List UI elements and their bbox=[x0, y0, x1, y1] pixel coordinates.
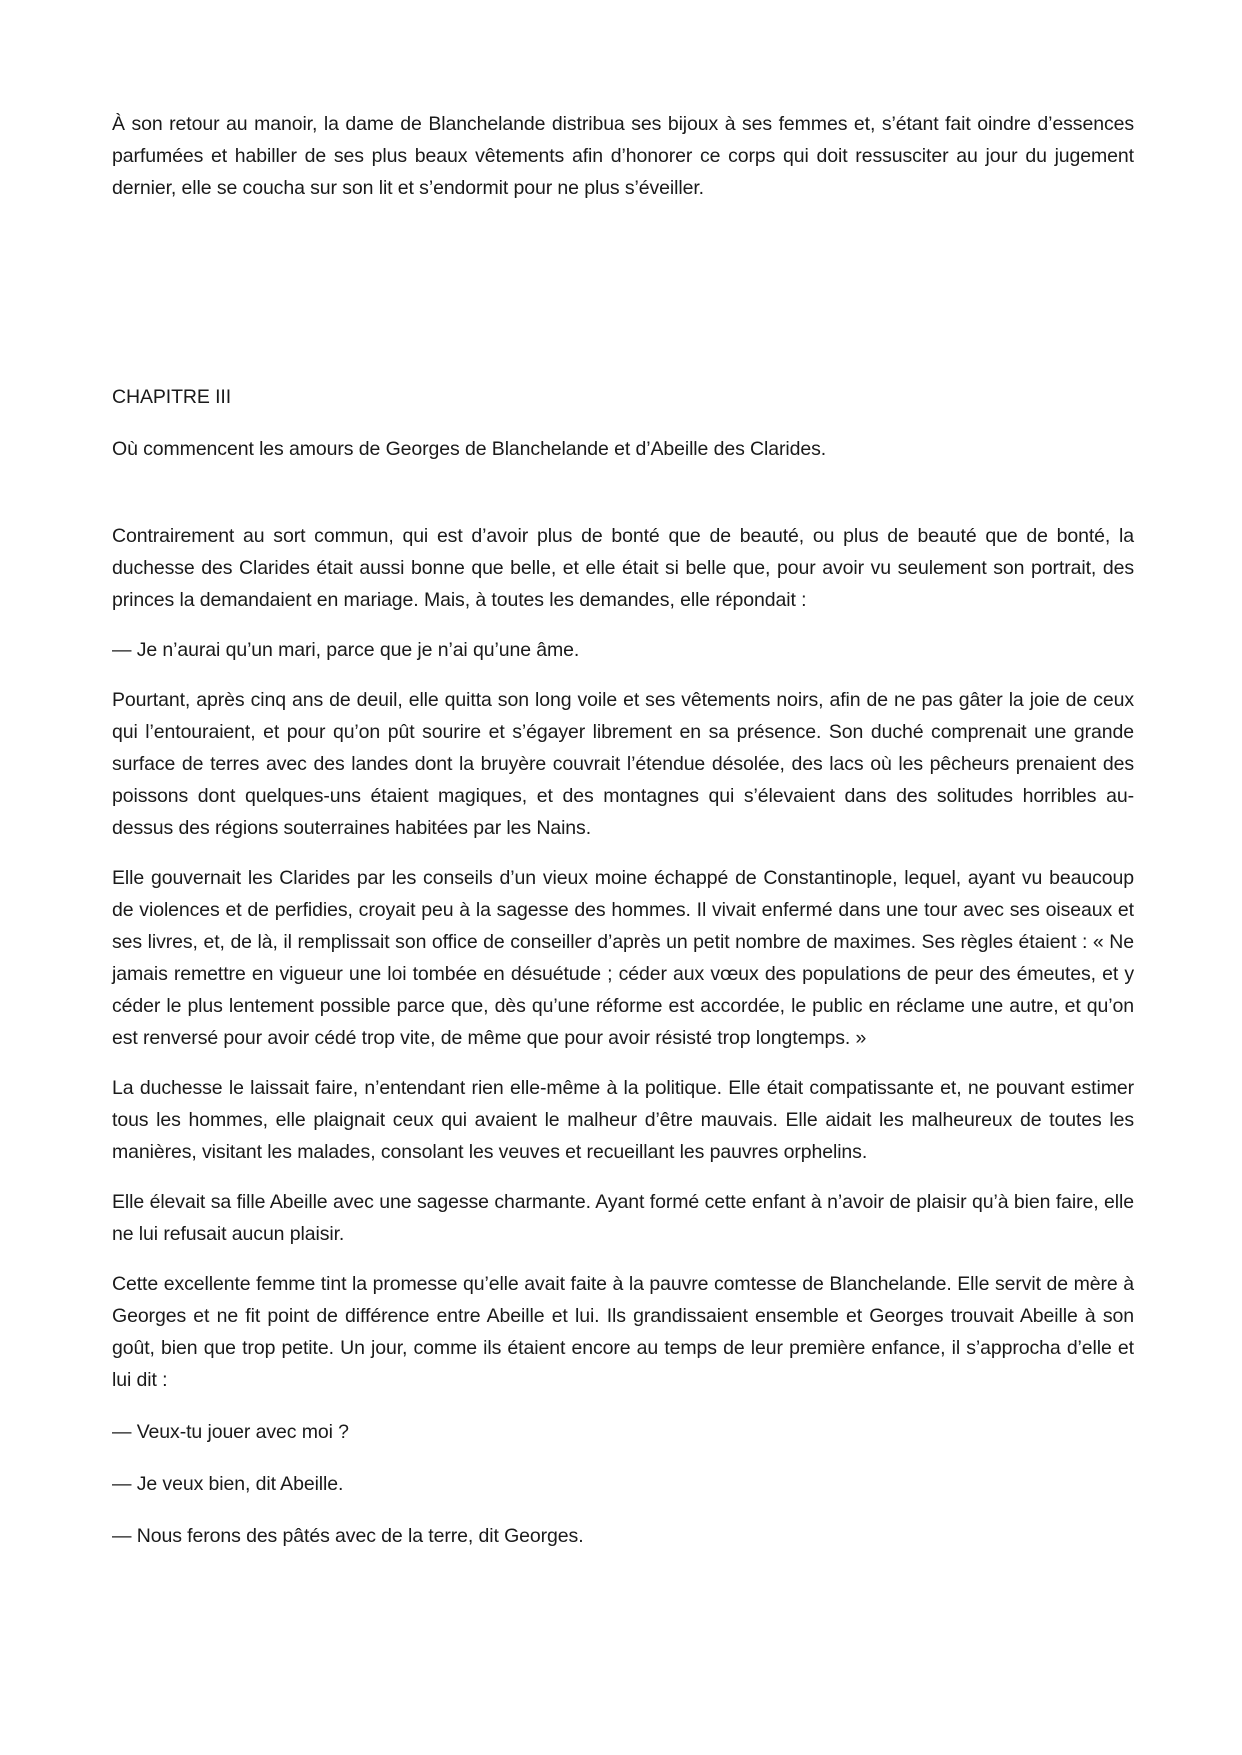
document-page bbox=[112, 108, 1134, 1552]
dialogue-line: — Je n’aurai qu’un mari, parce que je n’ai qu’une âme. bbox=[112, 639, 580, 661]
dialogue-line: — Nous ferons des pâtés avec de la terre, dit Georges. bbox=[112, 1525, 584, 1547]
paragraph: Cette excellente femme tint la promesse qu’elle avait faite à la pauvre comtesse de Blanchelande. Elle servit de mère à Georges et ne fit point de différence entre Abeille et lui. Ils grandissaient ensemble et Georges trouvait Abeille à son goût, bien que trop petite. Un jour, comme ils étaient encore au temps de leur première enfance, il s’approcha d’elle et lui dit : bbox=[112, 1273, 1134, 1391]
intro-paragraph: À son retour au manoir, la dame de Blanchelande distribua ses bijoux à ses femmes et, s’étant fait oindre d’essences parfumées et habiller de ses plus beaux vêtements afin d’honorer ce corps qui doit ressusciter au jour du jugement dernier, elle se coucha sur son lit et s’endormit pour ne plus s’éveiller. bbox=[112, 113, 1134, 199]
paragraph: La duchesse le laissait faire, n’entendant rien elle-même à la politique. Elle était compatissante et, ne pouvant estimer tous les hommes, elle plaignait ceux qui avaient le malheur d’être mauvais. Elle aidait les malheureux de toutes les manières, visitant les malades, consolant les veuves et recueillant les pauvres orphelins. bbox=[112, 1077, 1134, 1163]
paragraph: Elle élevait sa fille Abeille avec une sagesse charmante. Ayant formé cette enfant à n’avoir de plaisir qu’à bien faire, elle ne lui refusait aucun plaisir. bbox=[112, 1191, 1134, 1245]
paragraph: Contrairement au sort commun, qui est d’avoir plus de bonté que de beauté, ou plus de beauté que de bonté, la duchesse des Clarides était aussi bonne que belle, et elle était si belle que, pour avoir vu seulement son portrait, des princes la demandaient en mariage. Mais, à toutes les demandes, elle répondait : bbox=[112, 525, 1134, 611]
paragraph: Pourtant, après cinq ans de deuil, elle quitta son long voile et ses vêtements noirs, afin de ne pas gâter la joie de ceux qui l’entouraient, et pour qu’on pût sourire et s’égayer librement en sa présence. Son duché comprenait une grande surface de terres avec des landes dont la bruyère couvrait l’étendue désolée, des lacs où les pêcheurs prenaient des poissons dont quelques-uns étaient magiques, et des montagnes qui s’élevaient dans des solitudes horribles au-dessus des régions souterraines habitées par les Nains. bbox=[112, 689, 1134, 839]
dialogue-line: — Veux-tu jouer avec moi ? bbox=[112, 1421, 349, 1443]
chapter-subtitle: Où commencent les amours de Georges de Blanchelande et d’Abeille des Clarides. bbox=[112, 438, 827, 460]
dialogue-line: — Je veux bien, dit Abeille. bbox=[112, 1473, 344, 1495]
paragraph: Elle gouvernait les Clarides par les conseils d’un vieux moine échappé de Constantinople, lequel, ayant vu beaucoup de violences et de perfidies, croyait peu à la sagesse des hommes. Il vivait enfermé dans une tour avec ses oiseaux et ses livres, et, de là, il remplissait son office de conseiller d’après un petit nombre de maximes. Ses règles étaient : « Ne jamais remettre en vigueur une loi tombée en désuétude ; céder aux vœux des populations de peur des émeutes, et y céder le plus lentement possible parce que, dès qu’une réforme est accordée, le public en réclame une autre, et qu’on est renversé pour avoir cédé trop vite, de même que pour avoir résisté trop longtemps. » bbox=[112, 867, 1134, 1049]
chapter-title: CHAPITRE III bbox=[112, 386, 232, 408]
